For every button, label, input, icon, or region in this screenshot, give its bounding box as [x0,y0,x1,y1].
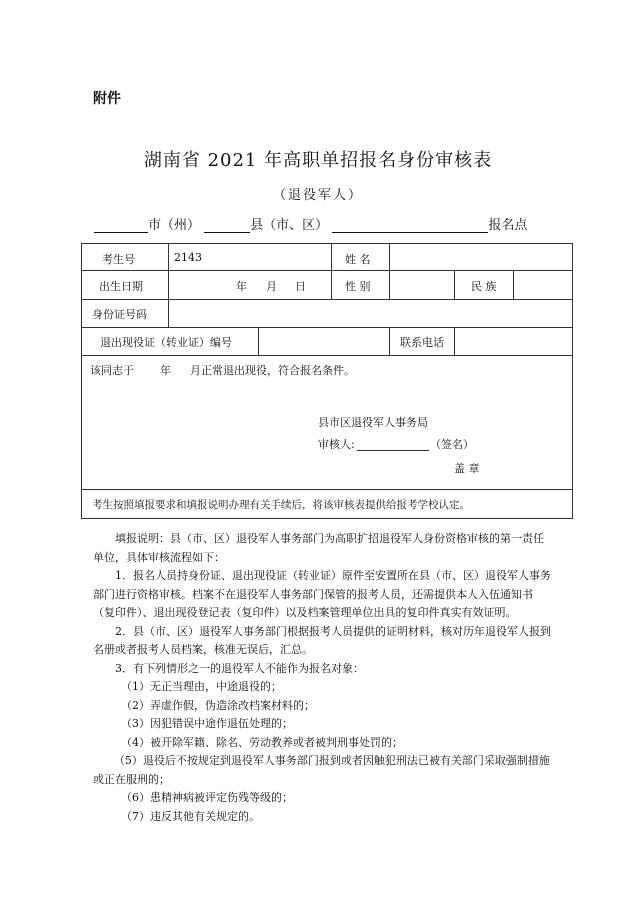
col-divider [168,299,169,327]
instruction-2: 2．县（市、区）退役军人事务部门根据报考人员提供的证明材料，核对历年退役军人报到名册或者报考人员档案，核准无误后，汇总。 [93,624,551,656]
page-title: 湖南省 2021 年高职单招报名身份审核表 [143,150,493,171]
col-divider [513,270,514,299]
row-divider [82,270,572,271]
birth-month-label: 月 [266,280,277,293]
col-divider [389,244,390,299]
review-form-table [81,243,573,519]
statement-year: 年 [160,364,171,377]
footer-note: 考生按照填报要求和填报说明办理有关手续后，将该审核表提供给报考学校认定。 [92,499,470,511]
statement-suffix: 月正常退出现役，符合报名条件。 [190,364,355,377]
instruction-intro: 填报说明：县（市、区）退役军人事务部门为高职扩招退役军人身份资格审核的第一责任单位，具体审核流程如下： [93,532,544,564]
page-subtitle: （退役军人） [272,188,363,203]
row-divider [82,355,572,356]
filling-instructions [93,530,553,826]
location-line [94,214,554,233]
row-divider [82,299,572,300]
instruction-item: （7）违反其他有关规定的。 [121,809,260,823]
id-number-field[interactable] [174,303,568,323]
instruction-item: （4）被开除军籍、除名、劳动教养或者被判刑事处罚的； [121,735,403,749]
gender-label: 性 别 [345,280,371,293]
name-label: 姓 名 [345,253,371,266]
phone-field[interactable] [459,331,569,351]
instruction-3: 3．有下列情形之一的退役军人不能作为报名对象： [115,661,364,675]
reviewer-label: 审核人: [318,438,355,451]
bureau-name: 县市区退役军人事务局 [318,416,428,429]
discharge-cert-field[interactable] [263,331,385,351]
col-divider [168,244,169,299]
birth-date-label: 出生日期 [99,280,143,293]
attachment-label: 附件 [93,91,121,107]
instruction-item: （6）患精神病被评定伤残等级的； [121,791,293,804]
site-blank[interactable] [332,219,488,233]
ethnicity-field[interactable] [518,274,568,294]
instruction-item: （3）因犯错误中途作退伍处理的； [121,717,293,730]
col-divider [389,327,390,355]
reviewer-signature-line[interactable] [357,450,429,451]
instruction-item: （5）退役后不按规定到退役军人事务部门报到或者因触犯刑法已被有关部门采取强制措施或正在服刑的； [93,754,550,786]
candidate-no-value[interactable]: 2143 [174,251,202,264]
col-divider [454,327,455,355]
instruction-item: （1）无正当理由，中途退役的； [121,680,282,693]
ethnicity-label: 民 族 [471,280,497,293]
seal-label: 盖 章 [454,462,480,475]
county-blank[interactable] [204,219,250,233]
city-label: 市（州） [148,218,201,233]
signature-label: （签名） [430,438,474,451]
id-number-label: 身份证号码 [92,308,147,321]
county-label: 县（市、区） [250,218,329,233]
statement-prefix: 该同志于 [90,364,134,377]
col-divider [454,270,455,299]
instruction-item: （2）弄虚作假，伪造涂改档案材料的； [121,698,315,712]
instruction-1: 1．报名人员持身份证、退出现役证（转业证）原件至安置所在县（市、区）退役军人事务部门进行资格审核。档案不在退役军人事务部门保管的报考人员，还需提供本人入伍通知书（复印件）、退出现役登记表（复印件）以及档案管理单位出具的复印件真实有效证明。 [93,569,551,619]
row-divider [82,489,572,490]
birth-day-label: 日 [295,280,306,293]
city-blank[interactable] [94,219,148,233]
birth-year-label: 年 [236,280,247,293]
gender-field[interactable] [394,274,450,294]
col-divider [331,244,332,299]
name-field[interactable] [394,247,570,267]
phone-label: 联系电话 [400,336,444,349]
discharge-cert-label: 退出现役证（转业证）编号 [100,336,232,349]
col-divider [258,327,259,355]
candidate-no-label: 考生号 [102,253,135,266]
row-divider [82,327,572,328]
site-label: 报名点 [488,218,528,233]
